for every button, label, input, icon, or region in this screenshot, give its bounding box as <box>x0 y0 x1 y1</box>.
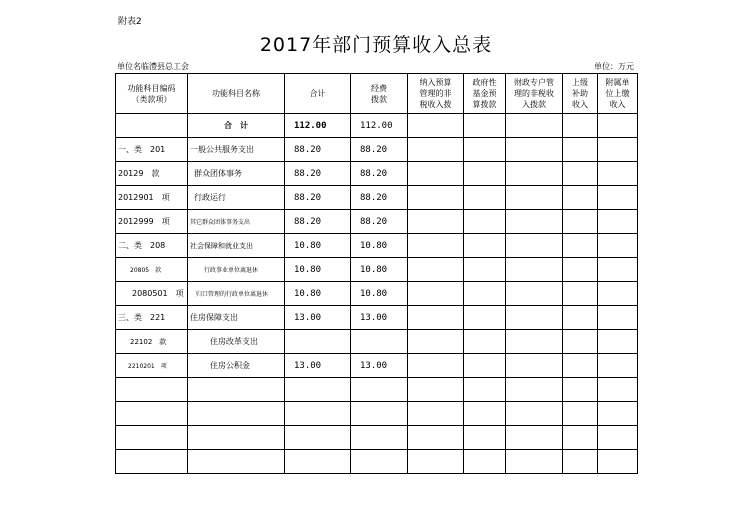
table-row <box>116 114 638 138</box>
total-cell: 13.00 <box>285 354 351 378</box>
total-cell: 112.00 <box>285 114 351 138</box>
code-cell: 一、类 201 <box>116 138 188 162</box>
table-row <box>116 162 638 186</box>
table-row <box>116 330 638 354</box>
empty-cell <box>563 330 598 354</box>
total-cell: 10.80 <box>285 282 351 306</box>
unit-label: 单位：万元 <box>594 62 634 71</box>
name-cell: 其它群众团体事务支出 <box>188 210 285 234</box>
funding-cell: 88.20 <box>351 162 408 186</box>
code-cell: 二、类 208 <box>116 234 188 258</box>
name-cell: 住房改革支出 <box>188 330 285 354</box>
total-cell: 88.20 <box>285 210 351 234</box>
empty-row <box>116 378 638 402</box>
code-cell: 2012901 项 <box>116 186 188 210</box>
empty-cell <box>506 306 563 330</box>
empty-cell <box>598 330 638 354</box>
empty-cell <box>506 354 563 378</box>
empty-cell <box>506 282 563 306</box>
total-cell: 88.20 <box>285 138 351 162</box>
empty-cell <box>598 186 638 210</box>
empty-cell <box>408 306 464 330</box>
empty-cell <box>464 306 506 330</box>
table-row <box>116 282 638 306</box>
funding-cell <box>351 330 408 354</box>
name-cell: 住房保障支出 <box>188 306 285 330</box>
empty-cell <box>408 162 464 186</box>
empty-cell <box>506 234 563 258</box>
empty-cell <box>598 306 638 330</box>
empty-cell <box>598 234 638 258</box>
name-cell: 行政运行 <box>188 186 285 210</box>
empty-row <box>116 426 638 450</box>
table-row <box>116 138 638 162</box>
empty-cell <box>506 162 563 186</box>
funding-cell: 13.00 <box>351 354 408 378</box>
header-cell-total: 合计 <box>285 74 351 114</box>
funding-cell: 88.20 <box>351 210 408 234</box>
code-cell: 20129 款 <box>116 162 188 186</box>
empty-cell <box>563 162 598 186</box>
total-cell: 88.20 <box>285 186 351 210</box>
header-cell-fund: 政府性 基金预 算拨款 <box>464 74 506 114</box>
header-cell-affiliate: 附属单 位上缴 收入 <box>598 74 638 114</box>
empty-cell <box>464 282 506 306</box>
empty-cell <box>506 138 563 162</box>
empty-cell <box>563 234 598 258</box>
empty-cell <box>408 282 464 306</box>
empty-row <box>116 402 638 426</box>
empty-cell <box>598 138 638 162</box>
name-cell: 住房公积金 <box>188 354 285 378</box>
code-cell: 2012999 项 <box>116 210 188 234</box>
empty-cell <box>408 210 464 234</box>
empty-cell <box>598 258 638 282</box>
header-row <box>116 74 638 114</box>
total-cell: 10.80 <box>285 234 351 258</box>
funding-cell: 10.80 <box>351 282 408 306</box>
funding-cell: 10.80 <box>351 234 408 258</box>
empty-cell <box>464 258 506 282</box>
table-row <box>116 210 638 234</box>
empty-cell <box>506 210 563 234</box>
name-cell: 行政事业单位离退休 <box>188 258 285 282</box>
table-row <box>116 354 638 378</box>
name-cell: 归口管理的行政单位离退休 <box>188 282 285 306</box>
empty-cell <box>408 186 464 210</box>
empty-cell <box>506 258 563 282</box>
empty-cell <box>563 282 598 306</box>
empty-cell <box>464 354 506 378</box>
empty-cell <box>506 186 563 210</box>
empty-cell <box>464 138 506 162</box>
name-cell: 合 计 <box>188 114 285 138</box>
empty-cell <box>408 258 464 282</box>
header-cell-nontax: 纳入预算 管理的非 税收入拨 <box>408 74 464 114</box>
header-cell-code: 功能科目编码 （类款项） <box>116 74 188 114</box>
total-cell: 13.00 <box>285 306 351 330</box>
empty-cell <box>563 138 598 162</box>
empty-cell <box>563 114 598 138</box>
total-cell <box>285 330 351 354</box>
empty-cell <box>408 114 464 138</box>
total-cell: 10.80 <box>285 258 351 282</box>
funding-cell: 10.80 <box>351 258 408 282</box>
empty-cell <box>598 114 638 138</box>
header-cell-special: 财政专户管 理的非税收 入拨款 <box>506 74 563 114</box>
funding-cell: 13.00 <box>351 306 408 330</box>
empty-cell <box>563 354 598 378</box>
total-cell: 88.20 <box>285 162 351 186</box>
empty-cell <box>598 210 638 234</box>
table-row <box>116 306 638 330</box>
empty-cell <box>563 258 598 282</box>
code-cell: 三、类 221 <box>116 306 188 330</box>
header-cell-subsidy: 上级 补助 收入 <box>563 74 598 114</box>
empty-cell <box>563 306 598 330</box>
code-cell: 22102 款 <box>116 330 188 354</box>
code-cell: 2080501 项 <box>116 282 188 306</box>
empty-cell <box>464 114 506 138</box>
empty-cell <box>464 186 506 210</box>
empty-cell <box>464 210 506 234</box>
empty-cell <box>408 330 464 354</box>
funding-cell: 88.20 <box>351 138 408 162</box>
empty-cell <box>563 186 598 210</box>
funding-cell: 88.20 <box>351 186 408 210</box>
name-cell: 一般公共服务支出 <box>188 138 285 162</box>
empty-cell <box>408 234 464 258</box>
empty-cell <box>506 330 563 354</box>
empty-row <box>116 450 638 474</box>
empty-cell <box>408 138 464 162</box>
header-cell-funding: 经费 拨款 <box>351 74 408 114</box>
funding-cell: 112.00 <box>351 114 408 138</box>
name-cell: 社会保障和就业支出 <box>188 234 285 258</box>
empty-cell <box>464 330 506 354</box>
table-row <box>116 186 638 210</box>
empty-cell <box>598 282 638 306</box>
code-cell: 20805 款 <box>116 258 188 282</box>
empty-cell <box>506 114 563 138</box>
name-cell: 群众团体事务 <box>188 162 285 186</box>
code-cell: 2210201 项 <box>116 354 188 378</box>
budget-table <box>115 73 638 474</box>
attachment-label: 附表2 <box>118 17 142 27</box>
empty-cell <box>563 210 598 234</box>
empty-cell <box>598 354 638 378</box>
unit-name: 单位名临澧县总工会 <box>117 62 189 71</box>
empty-cell <box>464 234 506 258</box>
empty-cell <box>464 162 506 186</box>
empty-cell <box>598 162 638 186</box>
table-row <box>116 234 638 258</box>
page-title: 2017年部门预算收入总表 <box>259 34 493 56</box>
table-row <box>116 258 638 282</box>
empty-cell <box>408 354 464 378</box>
header-cell-name: 功能科目名称 <box>188 74 285 114</box>
code-cell <box>116 114 188 138</box>
